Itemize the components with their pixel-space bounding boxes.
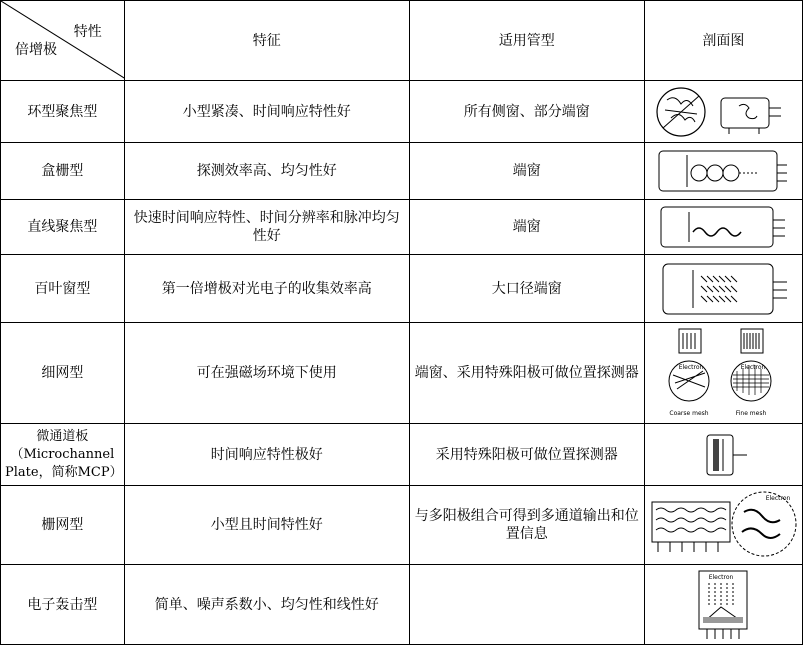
box-grid-diagram — [653, 145, 793, 197]
type-cell: 电子轰击型 — [1, 565, 125, 645]
type-cell: 微通道板（Microchannel Plate，简称MCP） — [1, 424, 125, 486]
feature-cell: 简单、噪声系数小、均匀性和线性好 — [124, 565, 409, 645]
corner-label-dynode: 倍增极 — [15, 42, 57, 58]
header-row — [1, 1, 803, 81]
table-row — [1, 323, 803, 424]
mcp-diagram — [653, 427, 793, 483]
feature-cell: 探测效率高、均匀性好 — [124, 143, 409, 200]
type-cell: 栅网型 — [1, 486, 125, 565]
type-cell: 细网型 — [1, 323, 125, 424]
electron-label: Electron — [741, 364, 766, 371]
header-corner-cell — [1, 1, 125, 81]
electron-label: Electron — [709, 573, 734, 581]
fine-mesh-label: Fine mesh — [736, 410, 767, 417]
electron-label: Electron — [679, 364, 704, 371]
electron-bombardment-diagram — [653, 567, 793, 643]
header-tube: 适用管型 — [409, 1, 644, 81]
table-row — [1, 255, 803, 323]
feature-cell: 时间响应特性极好 — [124, 424, 409, 486]
header-feature: 特征 — [124, 1, 409, 81]
type-cell: 环型聚焦型 — [1, 81, 125, 143]
table-row — [1, 424, 803, 486]
table-row — [1, 486, 803, 565]
linear-focused-diagram — [653, 202, 793, 252]
metal-channel-diagram — [648, 488, 798, 562]
coarse-mesh-label: Coarse mesh — [669, 410, 709, 417]
type-cell: 直线聚焦型 — [1, 200, 125, 255]
circular-cage-diagram — [653, 84, 793, 140]
table-row — [1, 81, 803, 143]
feature-cell: 快速时间响应特性、时间分辨率和脉冲均匀性好 — [124, 200, 409, 255]
figure-cell — [644, 323, 802, 424]
tube-cell: 端窗、采用特殊阳极可做位置探测器 — [409, 323, 644, 424]
feature-cell: 小型紧凑、时间响应特性好 — [124, 81, 409, 143]
figure-cell — [644, 255, 802, 323]
feature-cell: 可在强磁场环境下使用 — [124, 323, 409, 424]
type-cell: 百叶窗型 — [1, 255, 125, 323]
figure-cell — [644, 143, 802, 200]
tube-cell: 与多阳极组合可得到多通道输出和位置信息 — [409, 486, 644, 565]
figure-cell — [644, 424, 802, 486]
tube-cell: 端窗 — [409, 200, 644, 255]
table-row — [1, 143, 803, 200]
venetian-blind-diagram — [653, 258, 793, 320]
type-cell: 盒栅型 — [1, 143, 125, 200]
figure-cell — [644, 486, 802, 565]
table-row — [1, 200, 803, 255]
feature-cell: 小型且时间特性好 — [124, 486, 409, 565]
header-section: 剖面图 — [644, 1, 802, 81]
tube-cell: 大口径端窗 — [409, 255, 644, 323]
corner-label-property: 特性 — [73, 24, 102, 40]
electron-label: Electron — [766, 495, 791, 502]
fine-mesh-diagram — [653, 325, 793, 421]
feature-cell: 第一倍增极对光电子的收集效率高 — [124, 255, 409, 323]
tube-cell: 采用特殊阳极可做位置探测器 — [409, 424, 644, 486]
tube-cell: 所有侧窗、部分端窗 — [409, 81, 644, 143]
figure-cell — [644, 81, 802, 143]
figure-cell — [644, 565, 802, 645]
table-row — [1, 565, 803, 645]
tube-cell — [409, 565, 644, 645]
tube-cell: 端窗 — [409, 143, 644, 200]
figure-cell — [644, 200, 802, 255]
